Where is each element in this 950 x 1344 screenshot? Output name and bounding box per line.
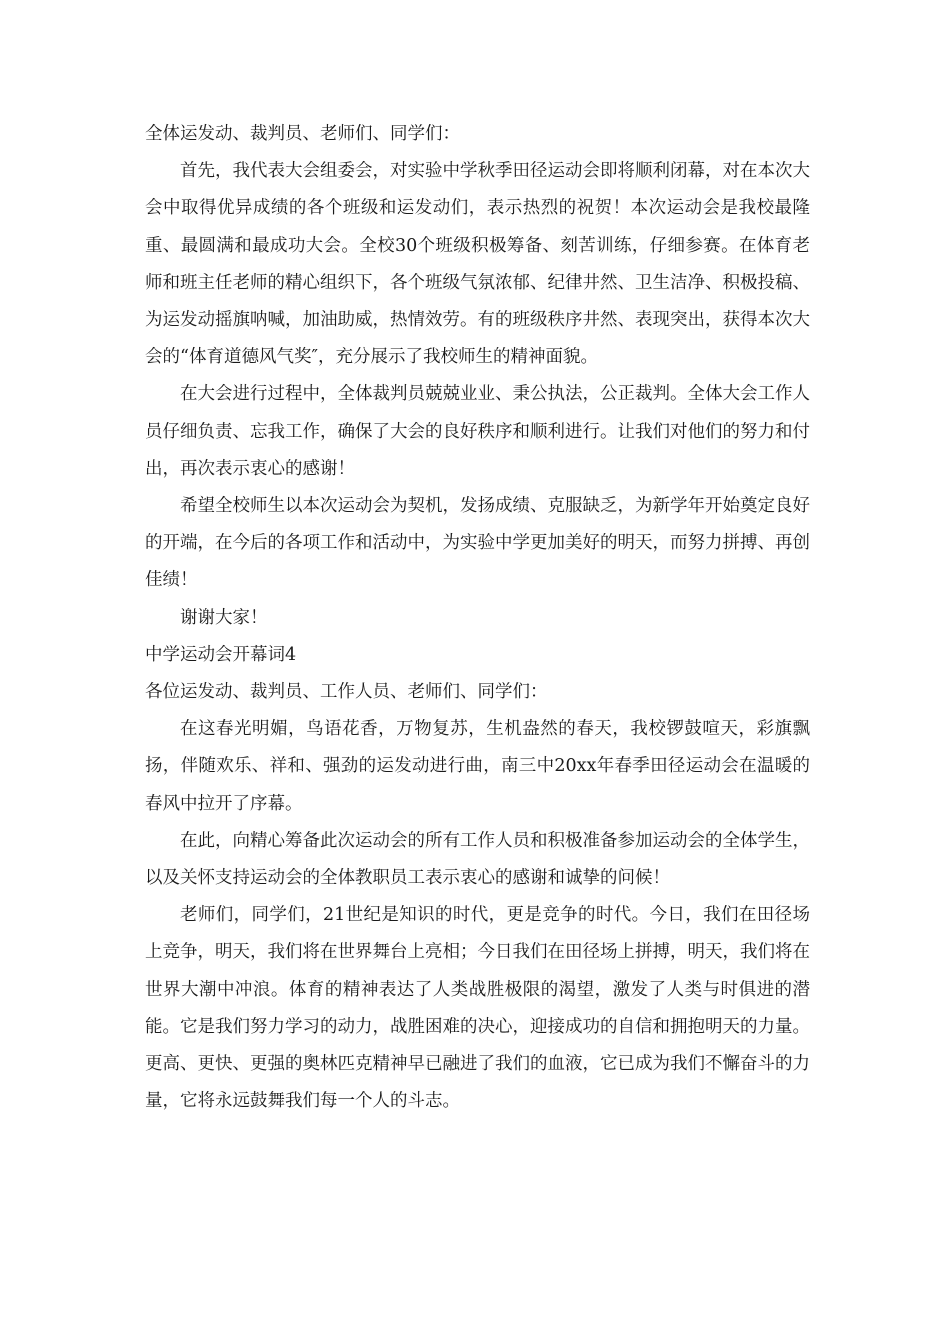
paragraph-competition: 老师们，同学们，21世纪是知识的时代，更是竞争的时代。今日，我们在田径场上竞争，明天，我们将在世界舞台上亮相；今日我们在田径场上拼搏，明天，我们将在世界大潮中冲浪。体育的精神表达了人类战胜极限的渴望，激发了人类与时俱进的潜能。它是我们努力学习的动力，战胜困难的决心，迎接成功的自信和拥抱明天的力量。更高、更快、更强的奥林匹克精神早已融进了我们的血液，它已成为我们不懈奋斗的力量，它将永远鼓舞我们每一个人的斗志。 [145,905,810,1112]
paragraph-thank-you: 谢谢大家！ [180,607,268,628]
salutation-1: 全体运发动、裁判员、老师们、同学们： [145,124,460,144]
paragraph-hopes: 希望全校师生以本次运动会为契机，发扬成绩、克服缺乏，为新学年开始奠定良好的开端，在今后的各项工作和活动中，为实验中学更加美好的明天，而努力拼搏、再创佳绩！ [145,496,810,591]
paragraph-thanks-referees: 在大会进行过程中，全体裁判员兢兢业业、秉公执法，公正裁判。全体大会工作人员仔细负责、忘我工作，确保了大会的良好秩序和顺利进行。让我们对他们的努力和付出，再次表示衷心的感谢！ [145,384,810,479]
section-heading: 中学运动会开幕词4 [145,644,297,665]
paragraph-spring-opening: 在这春光明媚，鸟语花香，万物复苏，生机盎然的春天，我校锣鼓喧天，彩旗飘扬，伴随欢乐、祥和、强劲的运发动进行曲，南三中20xx年春季田径运动会在温暖的春风中拉开了序幕。 [145,719,810,814]
salutation-2: 各位运发动、裁判员、工作人员、老师们、同学们： [145,682,548,703]
paragraph-gratitude: 在此，向精心筹备此次运动会的所有工作人员和积极准备参加运动会的全体学生，以及关怀支持运动会的全体教职员工表示衷心的感谢和诚挚的问候！ [145,830,810,889]
document-body [145,116,810,1120]
paragraph-congratulations: 首先，我代表大会组委会，对实验中学秋季田径运动会即将顺利闭幕，对在本次大会中取得优异成绩的各个班级和运发动们，表示热烈的祝贺！本次运动会是我校最隆重、最圆满和最成功大会。全校30个班级积极筹备、刻苦训练，仔细参赛。在体育老师和班主任老师的精心组织下，各个班级气氛浓郁、纪律井然、卫生洁净、积极投稿、为运发动摇旗呐喊，加油助威，热情效劳。有的班级秩序井然、表现突出，获得本次大会的“体育道德风气奖″，充分展示了我校师生的精神面貌。 [145,161,810,368]
